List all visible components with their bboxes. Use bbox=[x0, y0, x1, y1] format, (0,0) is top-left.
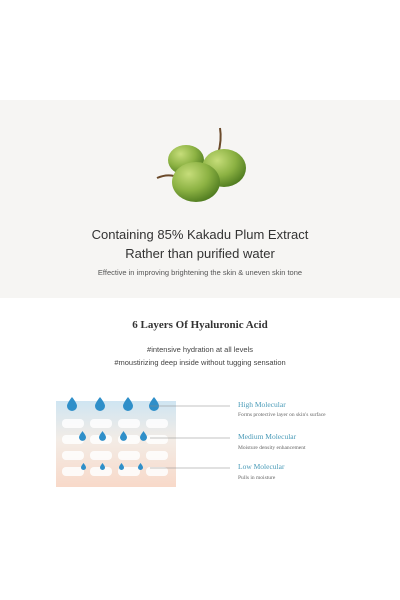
kakadu-plum-image bbox=[152, 124, 252, 206]
plum-headline-line-1: Containing 85% Kakadu Plum Extract bbox=[91, 227, 309, 242]
high-molecular-description: Forms protective layer on skin's surface bbox=[238, 412, 326, 418]
low-molecular-description: Pulls in moisture bbox=[238, 475, 276, 481]
plum-subtext: Effective in improving brightening the skin & uneven skin tone bbox=[97, 268, 303, 277]
medium-molecular-title: Medium Molecular bbox=[238, 432, 297, 441]
hyaluronic-section-title: 6 Layers Of Hyaluronic Acid bbox=[132, 319, 268, 331]
low-molecular-title: Low Molecular bbox=[238, 462, 285, 471]
high-molecular-title: High Molecular bbox=[238, 400, 286, 409]
layer-connector-lines bbox=[150, 398, 240, 478]
plum-headline-line-2: Rather than purified water bbox=[125, 246, 275, 261]
hashtag-moisturizing: #moustirizing deep inside without tugging sensation bbox=[114, 358, 286, 367]
medium-molecular-description: Moisture density enhancement bbox=[238, 445, 306, 451]
hashtag-intensive-hydration: #intensive hydration at all levels bbox=[147, 345, 253, 354]
